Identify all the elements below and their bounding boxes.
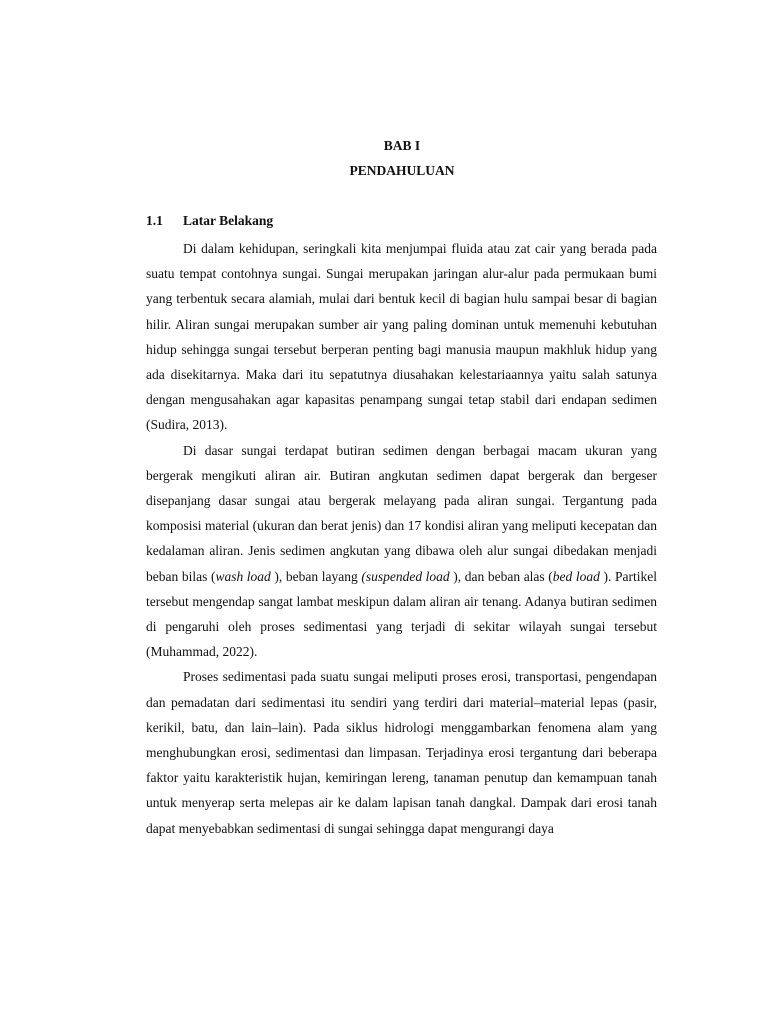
paragraph-2-text-e: ), dan beban alas ( bbox=[449, 568, 553, 584]
paragraph-2-text-g: ). Partikel tersebut mengendap sangat lambat meskipun dalam aliran air tenang. Adanya butiran sedimen di pengaruhi oleh proses sedimentasi yang terjadi di sekitar wilayah sungai tersebut (Muhammad, 2022). bbox=[146, 568, 657, 660]
chapter-title: PENDAHULUAN bbox=[349, 163, 455, 178]
paragraph-2-text-a: Di dasar sungai terdapat butiran sedimen dengan berbagai macam ukuran yang bergerak mengikuti aliran air. Butiran angkutan sedimen dapat bergerak dan bergeser disepanjang dasar sungai atau bergerak melayang pada aliran sungai. Tergantung pada komposisi material (ukuran dan berat jenis) dan 17 kondisi aliran yang meliputi kecepatan dan kedalaman aliran. Jenis sedimen angkutan yang dibawa oleh alur sungai dibedakan menjadi beban bilas ( bbox=[146, 442, 657, 584]
paragraph-1: Di dalam kehidupan, seringkali kita menjumpai fluida atau zat cair yang berada pada suatu tempat contohnya sungai. Sungai merupakan jaringan alur-alur pada permukaan bumi yang terbentuk secara alamiah, mulai dari bentuk kecil di bagian hulu sampai besar di bagian hilir. Aliran sungai merupakan sumber air yang paling dominan untuk memenuhi kebutuhan hidup sehingga sungai tersebut berperan penting bagi manusia maupun makhluk hidup yang ada disekitarnya. Maka dari itu sepatutnya diusahakan kelestariaannya yaitu salah satunya dengan mengusahakan agar kapasitas penampang sungai tetap stabil dari endapan sedimen (Sudira, 2013). bbox=[146, 241, 657, 433]
term-suspended-load: (suspended load bbox=[361, 568, 450, 584]
section-title: Latar Belakang bbox=[183, 213, 274, 228]
body-text bbox=[146, 236, 657, 841]
term-wash-load: wash load bbox=[215, 568, 271, 584]
paragraph-2-text-c: ), beban layang bbox=[270, 568, 362, 584]
section-number: 1.1 bbox=[146, 213, 163, 228]
section-heading bbox=[146, 213, 273, 229]
paragraph-3: Proses sedimentasi pada suatu sungai meliputi proses erosi, transportasi, pengendapan dan pemadatan dari sedimentasi itu sendiri yang terdiri dari material–material lepas (pasir, kerikil, batu, dan lain–lain). Pada siklus hidrologi menggambarkan fenomena alam yang menghubungkan erosi, sedimentasi dan limpasan. Terjadinya erosi tergantung dari beberapa faktor yaitu karakteristik hujan, kemiringan lereng, tanaman penutup dan kemampuan tanah untuk menyerap serta melepas air ke dalam lapisan tanah dangkal. Dampak dari erosi tanah dapat menyebabkan sedimentasi di sungai sehingga dapat mengurangi daya bbox=[146, 669, 657, 836]
chapter-label: BAB I bbox=[383, 138, 421, 153]
term-bed-load: bed load bbox=[552, 568, 600, 584]
paragraph-2 bbox=[146, 438, 657, 665]
